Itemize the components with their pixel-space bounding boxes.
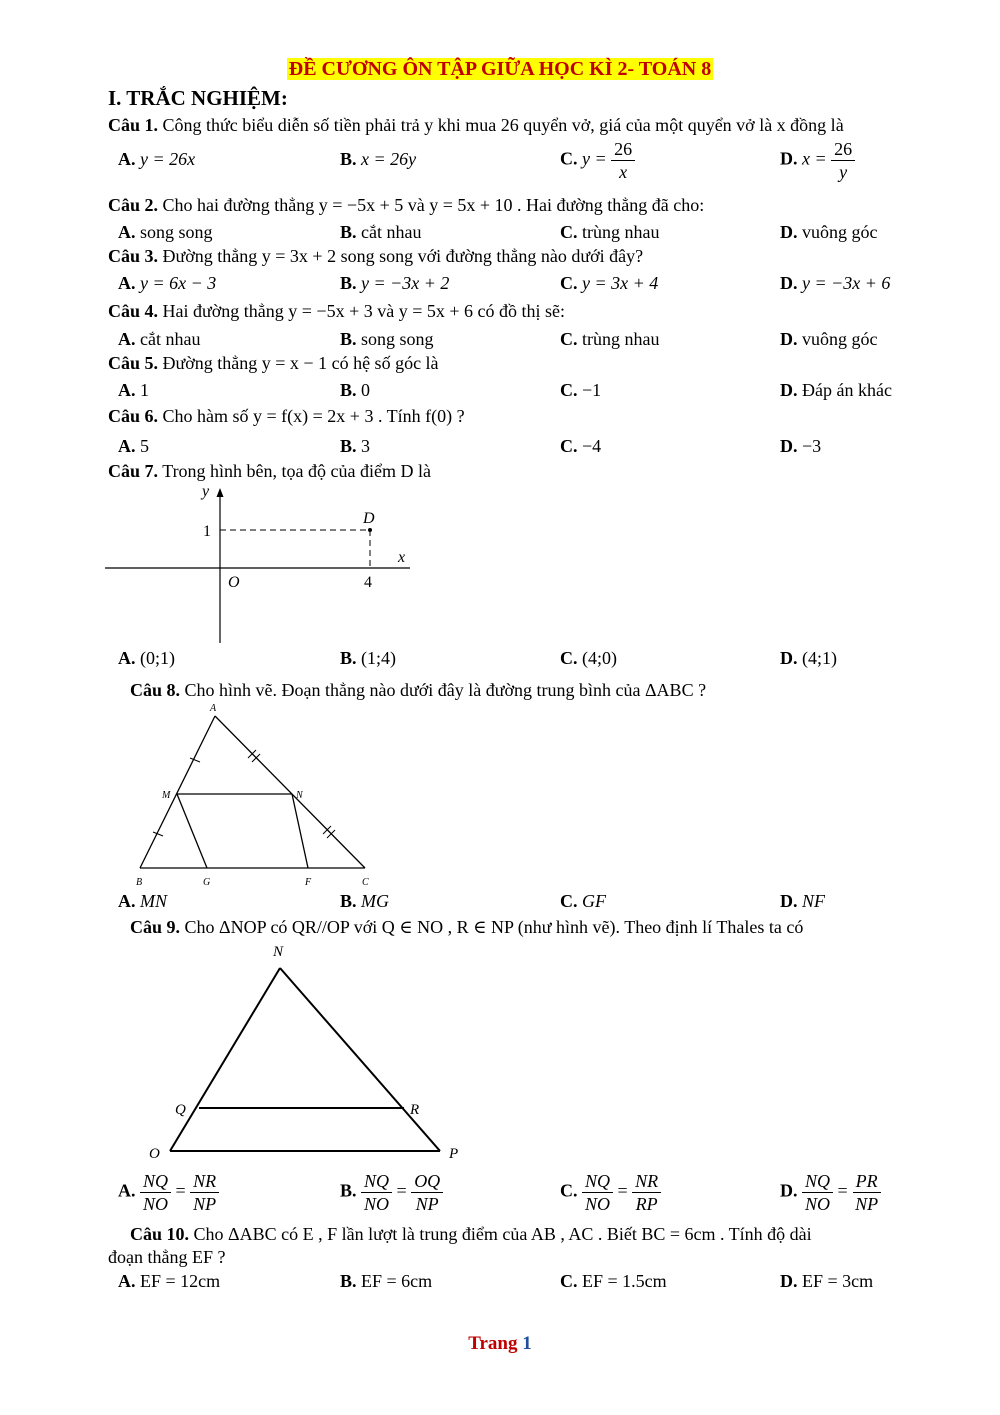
question-text: Trong hình bên, tọa độ của điểm D là <box>162 461 431 481</box>
option-key: A. <box>118 436 136 456</box>
option-10c <box>560 1271 667 1292</box>
tick-1: 1 <box>203 523 211 540</box>
question-label: Câu 6. <box>108 406 159 426</box>
option-text: 3 <box>361 436 371 456</box>
option-6c <box>560 436 601 457</box>
question-label: Câu 7. <box>108 461 159 481</box>
option-text: trùng nhau <box>582 329 660 349</box>
label-m: M <box>162 790 171 801</box>
option-3c <box>560 273 658 294</box>
question-3 <box>108 246 643 267</box>
point-d-label: D <box>363 510 375 527</box>
denominator: NP <box>855 1194 879 1214</box>
document-title <box>0 58 1000 81</box>
y-axis-arrow <box>217 488 224 497</box>
fraction <box>852 1170 881 1215</box>
option-9a: A. $\frac{NQ}{NO}$ = $\frac{NR}{NP}$ <box>118 1170 219 1215</box>
numerator: NQ <box>361 1170 392 1193</box>
option-text: MN <box>140 891 167 911</box>
option-key: D. <box>780 380 798 400</box>
option-text: −3 <box>802 436 822 456</box>
option-text: vuông góc <box>802 329 878 349</box>
option-9b: B. $\frac{NQ}{NO}$ = $\frac{OQ}{NP}$ <box>340 1170 443 1215</box>
label-n: N <box>296 790 303 801</box>
x-label: x <box>398 549 406 566</box>
option-key: B. <box>340 273 357 293</box>
question-label: Câu 3. <box>108 246 159 266</box>
option-4b <box>340 329 434 350</box>
option-5b <box>340 380 370 401</box>
option-text: NF <box>802 891 826 911</box>
fraction <box>582 1170 613 1215</box>
option-text: (1;4) <box>361 648 397 668</box>
denominator: x <box>619 162 628 182</box>
option-text: EF = 12cm <box>140 1271 221 1291</box>
fraction <box>802 1170 833 1215</box>
fraction <box>140 1170 171 1215</box>
option-7d <box>780 648 837 669</box>
option-text: y = <box>582 148 607 169</box>
option-key: D. <box>780 891 798 911</box>
option-text: cắt nhau <box>140 329 201 349</box>
option-text: y = −3x + 2 <box>361 273 450 293</box>
side-ac <box>215 716 365 868</box>
question-1 <box>108 115 844 136</box>
question-label: Câu 8. <box>130 680 181 700</box>
denominator: NO <box>585 1194 611 1214</box>
option-key: C. <box>560 1271 578 1291</box>
option-text: Đáp án khác <box>802 380 892 400</box>
y-label: y <box>202 483 210 500</box>
numerator: 26 <box>611 138 635 161</box>
option-text: y = 3x + 4 <box>582 273 659 293</box>
side-ab <box>140 716 215 868</box>
option-text: GF <box>582 891 606 911</box>
question-label: Câu 9. <box>130 917 181 937</box>
question-label: Câu 5. <box>108 353 159 373</box>
option-key: D. <box>780 329 798 349</box>
option-3d <box>780 273 890 294</box>
option-text: x = 26y <box>361 149 417 169</box>
label-f: F <box>305 877 312 888</box>
option-2a <box>118 222 213 243</box>
page-footer <box>0 1333 1000 1355</box>
denominator: NO <box>805 1194 831 1214</box>
option-key: A. <box>118 273 136 293</box>
option-4d <box>780 329 878 350</box>
numerator: NQ <box>140 1170 171 1193</box>
fraction <box>632 1170 661 1215</box>
option-text: y = 26x <box>140 149 196 169</box>
segment-nf <box>292 794 308 868</box>
question-text: Công thức biểu diễn số tiền phải trả y khi mua 26 quyển vở, giá của một quyển vở là x đồng là <box>162 115 844 135</box>
option-key: B. <box>340 1271 357 1291</box>
label-g: G <box>203 877 211 888</box>
question-text: Cho ΔABC có E , F lần lượt là trung điểm của AB , AC . Biết BC = 6cm . Tính độ dài <box>193 1224 812 1244</box>
fraction <box>831 138 855 183</box>
option-7c <box>560 648 617 669</box>
option-key: A. <box>118 380 136 400</box>
option-key: C. <box>560 891 578 911</box>
option-8c <box>560 891 606 912</box>
option-1b <box>340 149 416 170</box>
numerator: NR <box>190 1170 219 1193</box>
label-c: C <box>362 877 369 888</box>
option-key: D. <box>780 1271 798 1291</box>
option-key: A. <box>118 329 136 349</box>
option-10b <box>340 1271 432 1292</box>
side-np <box>280 968 440 1151</box>
numerator: NQ <box>802 1170 833 1193</box>
option-key: B. <box>340 1180 357 1201</box>
denominator: NO <box>143 1194 169 1214</box>
question-9 <box>130 917 803 938</box>
option-key: C. <box>560 648 578 668</box>
numerator: NQ <box>582 1170 613 1193</box>
option-10d <box>780 1271 873 1292</box>
option-4c <box>560 329 659 350</box>
option-text: (4;1) <box>802 648 837 668</box>
option-7a <box>118 648 175 669</box>
option-key: A. <box>118 149 136 169</box>
option-text: cắt nhau <box>361 222 422 242</box>
option-key: C. <box>560 329 578 349</box>
option-8a <box>118 891 167 912</box>
fraction <box>361 1170 392 1215</box>
option-5d <box>780 380 892 401</box>
section-heading: I. TRẮC NGHIỆM: <box>108 86 288 110</box>
option-key: B. <box>340 380 357 400</box>
option-3b <box>340 273 449 294</box>
denominator: NP <box>415 1194 439 1214</box>
option-5c <box>560 380 601 401</box>
option-text: (0;1) <box>140 648 175 668</box>
question-label: Câu 2. <box>108 195 159 215</box>
question-text: Cho hai đường thẳng y = −5x + 5 và y = 5x + 10 . Hai đường thẳng đã cho: <box>162 195 705 215</box>
option-1c <box>560 138 635 183</box>
triangle-abc-figure <box>130 700 380 892</box>
tick-4: 4 <box>364 574 372 591</box>
label-o: O <box>149 1146 160 1162</box>
question-text: Cho hình vẽ. Đoạn thẳng nào dưới đây là đường trung bình của ΔABC ? <box>184 680 707 700</box>
option-key: B. <box>340 891 357 911</box>
option-key: D. <box>780 648 798 668</box>
label-q: Q <box>175 1102 186 1118</box>
option-key: C. <box>560 436 578 456</box>
option-text: y = −3x + 6 <box>802 273 891 293</box>
page-number: 1 <box>522 1333 532 1354</box>
fraction <box>190 1170 219 1215</box>
option-text: vuông góc <box>802 222 878 242</box>
option-key: B. <box>340 329 357 349</box>
side-no <box>170 968 280 1151</box>
option-key: D. <box>780 1180 798 1201</box>
question-10 <box>130 1224 812 1245</box>
question-text: Đường thẳng y = x − 1 có hệ số góc là <box>162 353 439 373</box>
option-7b <box>340 648 396 669</box>
option-text: EF = 6cm <box>361 1271 433 1291</box>
question-10-continued: đoạn thẳng EF ? <box>108 1247 226 1267</box>
option-9d: D. $\frac{NQ}{NO}$ = $\frac{PR}{NP}$ <box>780 1170 881 1215</box>
option-1a <box>118 149 195 170</box>
option-6d <box>780 436 821 457</box>
option-key: A. <box>118 222 136 242</box>
label-b: B <box>136 877 143 888</box>
option-5a <box>118 380 149 401</box>
point-d <box>368 528 372 532</box>
question-label: Câu 10. <box>130 1224 190 1244</box>
option-text: EF = 1.5cm <box>582 1271 667 1291</box>
question-text: Cho ΔNOP có QR//OP với Q ∈ NO , R ∈ NP (như hình vẽ). Theo định lí Thales ta có <box>184 917 804 937</box>
question-5 <box>108 353 439 374</box>
question-6 <box>108 406 465 427</box>
option-key: B. <box>340 149 357 169</box>
option-3a <box>118 273 216 294</box>
label-a: A <box>210 703 217 714</box>
option-key: B. <box>340 436 357 456</box>
option-text: x = <box>802 148 827 169</box>
numerator: 26 <box>831 138 855 161</box>
option-key: A. <box>118 891 136 911</box>
option-key: A. <box>118 1180 136 1201</box>
option-2b <box>340 222 421 243</box>
question-7 <box>108 461 431 482</box>
option-text: MG <box>361 891 390 911</box>
triangle-nop-figure <box>140 940 470 1168</box>
title-text: ĐỀ CƯƠNG ÔN TẬP GIỮA HỌC KÌ 2- TOÁN 8 <box>288 58 712 80</box>
footer-word: Trang <box>468 1333 518 1354</box>
option-text: −1 <box>582 380 602 400</box>
option-text: 0 <box>361 380 371 400</box>
option-key: D. <box>780 148 798 169</box>
option-8b <box>340 891 389 912</box>
question-2 <box>108 195 704 216</box>
question-label: Câu 1. <box>108 115 159 135</box>
fraction <box>411 1170 443 1215</box>
option-text: (4;0) <box>582 648 617 668</box>
option-text: 1 <box>140 380 149 400</box>
question-4 <box>108 301 565 322</box>
segment-mg <box>177 794 207 868</box>
denominator: NO <box>364 1194 390 1214</box>
option-key: C. <box>560 148 578 169</box>
option-key: C. <box>560 1180 578 1201</box>
numerator: PR <box>853 1170 881 1193</box>
fraction <box>611 138 635 183</box>
option-text: song song <box>140 222 213 242</box>
option-key: C. <box>560 273 578 293</box>
option-8d <box>780 891 825 912</box>
option-text: y = 6x − 3 <box>140 273 217 293</box>
label-p: P <box>449 1146 459 1162</box>
denominator: y <box>839 162 848 182</box>
option-9c: C. $\frac{NQ}{NO}$ = $\frac{NR}{RP}$ <box>560 1170 661 1215</box>
option-4a <box>118 329 200 350</box>
option-10a <box>118 1271 220 1292</box>
question-label: Câu 4. <box>108 301 159 321</box>
option-key: C. <box>560 380 578 400</box>
option-key: A. <box>118 1271 136 1291</box>
numerator: NR <box>632 1170 661 1193</box>
numerator: OQ <box>411 1170 443 1193</box>
option-key: C. <box>560 222 578 242</box>
option-6b <box>340 436 370 457</box>
option-key: A. <box>118 648 136 668</box>
option-key: B. <box>340 648 357 668</box>
option-6a <box>118 436 149 457</box>
denominator: NP <box>193 1194 217 1214</box>
denominator: RP <box>635 1194 658 1214</box>
option-text: EF = 3cm <box>802 1271 874 1291</box>
option-key: D. <box>780 273 798 293</box>
option-1d <box>780 138 855 183</box>
question-text: Cho hàm số y = f(x) = 2x + 3 . Tính f(0) ? <box>162 406 465 426</box>
question-text: Hai đường thẳng y = −5x + 3 và y = 5x + 6 có đồ thị sẽ: <box>162 301 566 321</box>
origin-label: O <box>228 574 240 591</box>
option-key: D. <box>780 222 798 242</box>
question-text: Đường thẳng y = 3x + 2 song song với đường thẳng nào dưới đây? <box>162 246 644 266</box>
coordinate-figure <box>105 483 425 645</box>
question-8 <box>130 680 706 701</box>
option-2d <box>780 222 878 243</box>
label-n: N <box>273 944 284 960</box>
tick-am <box>190 758 200 762</box>
option-key: D. <box>780 436 798 456</box>
option-text: trùng nhau <box>582 222 660 242</box>
option-text: song song <box>361 329 434 349</box>
option-text: −4 <box>582 436 602 456</box>
option-text: 5 <box>140 436 149 456</box>
label-r: R <box>410 1102 420 1118</box>
option-2c <box>560 222 659 243</box>
option-key: B. <box>340 222 357 242</box>
